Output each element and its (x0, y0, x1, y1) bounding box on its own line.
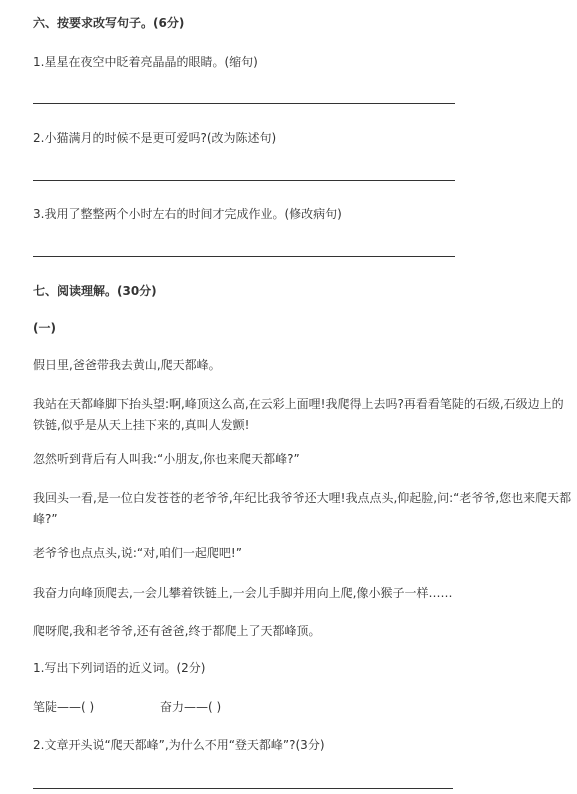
passage-paragraph-1: 假日里,爸爸带我去黄山,爬天都峰。 (33, 358, 221, 372)
section6-question-2: 2.小猫满月的时候不是更可爱吗?(改为陈述句) (33, 131, 277, 145)
passage-paragraph-2: 我站在天都峰脚下抬头望:啊,峰顶这么高,在云彩上面哩!我爬得上去吗?再看看笔陡的石级,石级边上的铁链,似乎是从天上挂下来的,真叫人发颤! (33, 397, 564, 432)
section7-heading: 七、阅读理解。(30分) (33, 284, 157, 298)
passage-paragraph-5: 老爷爷也点点头,说:“对,咱们一起爬吧!” (33, 546, 242, 560)
reading-part-label: (一) (33, 321, 56, 335)
answer-line-4 (33, 788, 453, 789)
passage-paragraph-7: 爬呀爬,我和老爷爷,还有爸爸,终于都爬上了天都峰顶。 (33, 624, 321, 638)
passage-paragraph-4: 我回头一看,是一位白发苍苍的老爷爷,年纪比我爷爷还大哩!我点点头,仰起脸,问:“老爷爷,您也来爬天都峰?” (33, 491, 572, 526)
section6-question-3: 3.我用了整整两个小时左右的时间才完成作业。(修改病句) (33, 207, 342, 221)
passage-paragraph-3: 忽然听到背后有人叫我:“小朋友,你也来爬天都峰?” (33, 452, 300, 466)
section6-heading: 六、按要求改写句子。(6分) (33, 16, 185, 30)
answer-line-3 (33, 256, 455, 257)
answer-line-2 (33, 180, 455, 181)
reading-question-2: 2.文章开头说“爬天都峰”,为什么不用“登天都峰”?(3分) (33, 738, 325, 752)
passage-paragraph-6: 我奋力向峰顶爬去,一会儿攀着铁链上,一会儿手脚并用向上爬,像小猴子一样…… (33, 586, 453, 600)
synonym-item-1: 笔陡——( ) (33, 700, 95, 714)
synonym-item-2: 奋力——( ) (160, 700, 222, 714)
section6-question-1: 1.星星在夜空中眨着亮晶晶的眼睛。(缩句) (33, 55, 258, 69)
answer-line-1 (33, 103, 455, 104)
reading-question-1: 1.写出下列词语的近义词。(2分) (33, 661, 206, 675)
